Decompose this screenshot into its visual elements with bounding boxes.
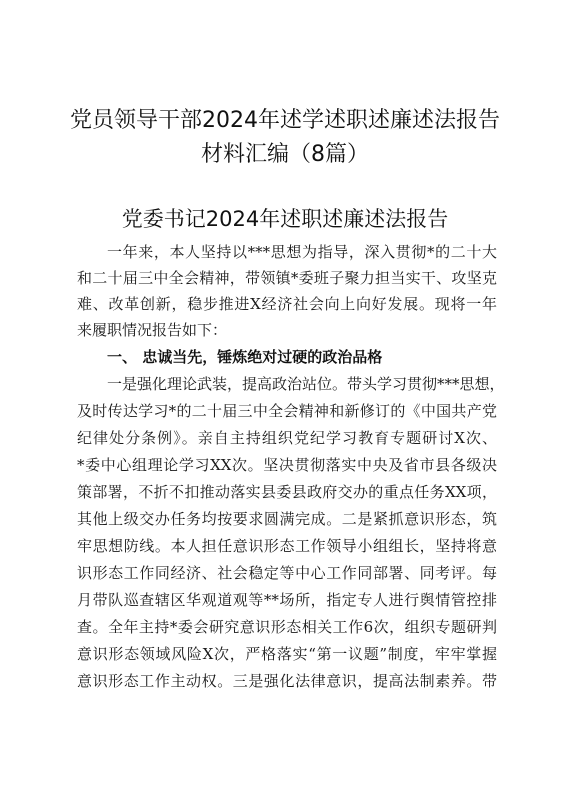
section-title: 党委书记2024年述职述廉述法报告 <box>121 207 449 231</box>
body-line: 纪律处分条例》。亲自主持组织党纪学习教育专题研讨X次、 <box>77 429 497 447</box>
intro-line: 和二十届三中全会精神，带领镇*委班子聚力担当实干、攻坚克 <box>77 269 497 287</box>
body-line: 及时传达学习*的二十届三中全会精神和新修订的《中国共产党 <box>77 402 497 420</box>
document-title-line-1: 党员领导干部2024年述学述职述廉述法报告 <box>70 108 500 133</box>
intro-line: 一年来，本人坚持以***思想为指导，深入贯彻*的二十大 <box>107 243 497 261</box>
body-line: 月带队巡查辖区华观道观等**场所，指定专人进行舆情管控排 <box>77 591 497 609</box>
intro-line: 难、改革创新，稳步推进X经济社会向上向好发展。现将一年 <box>77 295 497 313</box>
body-line: 牢思想防线。本人担任意识形态工作领导小组组长，坚持将意 <box>77 537 497 555</box>
body-line: 查。全年主持*委会研究意识形态相关工作6次，组织专题研判 <box>77 618 497 636</box>
body-line: 其他上级交办任务均按要求圆满完成。二是紧抓意识形态，筑 <box>77 510 497 528</box>
section-heading: 一、 忠诚当先，锤炼绝对过硬的政治品格 <box>107 348 383 366</box>
intro-line: 来履职情况报告如下： <box>77 321 228 339</box>
body-line: 意识形态领域风险X次，严格落实“第一议题”制度，牢牢掌握 <box>77 645 497 663</box>
body-line: 一是强化理论武装，提高政治站位。带头学习贯彻***思想， <box>107 375 505 393</box>
body-line: 识形态工作同经济、社会稳定等中心工作同部署、同考评。每 <box>77 564 497 582</box>
document-title-line-2: 材料汇编（8篇） <box>201 142 369 167</box>
body-line: 策部署，不折不扣推动落实县委县政府交办的重点任务XX项， <box>77 483 497 501</box>
body-line: 意识形态工作主动权。三是强化法律意识，提高法制素养。带 <box>77 672 497 690</box>
body-line: *委中心组理论学习XX次。坚决贯彻落实中央及省市县各级决 <box>77 456 497 474</box>
